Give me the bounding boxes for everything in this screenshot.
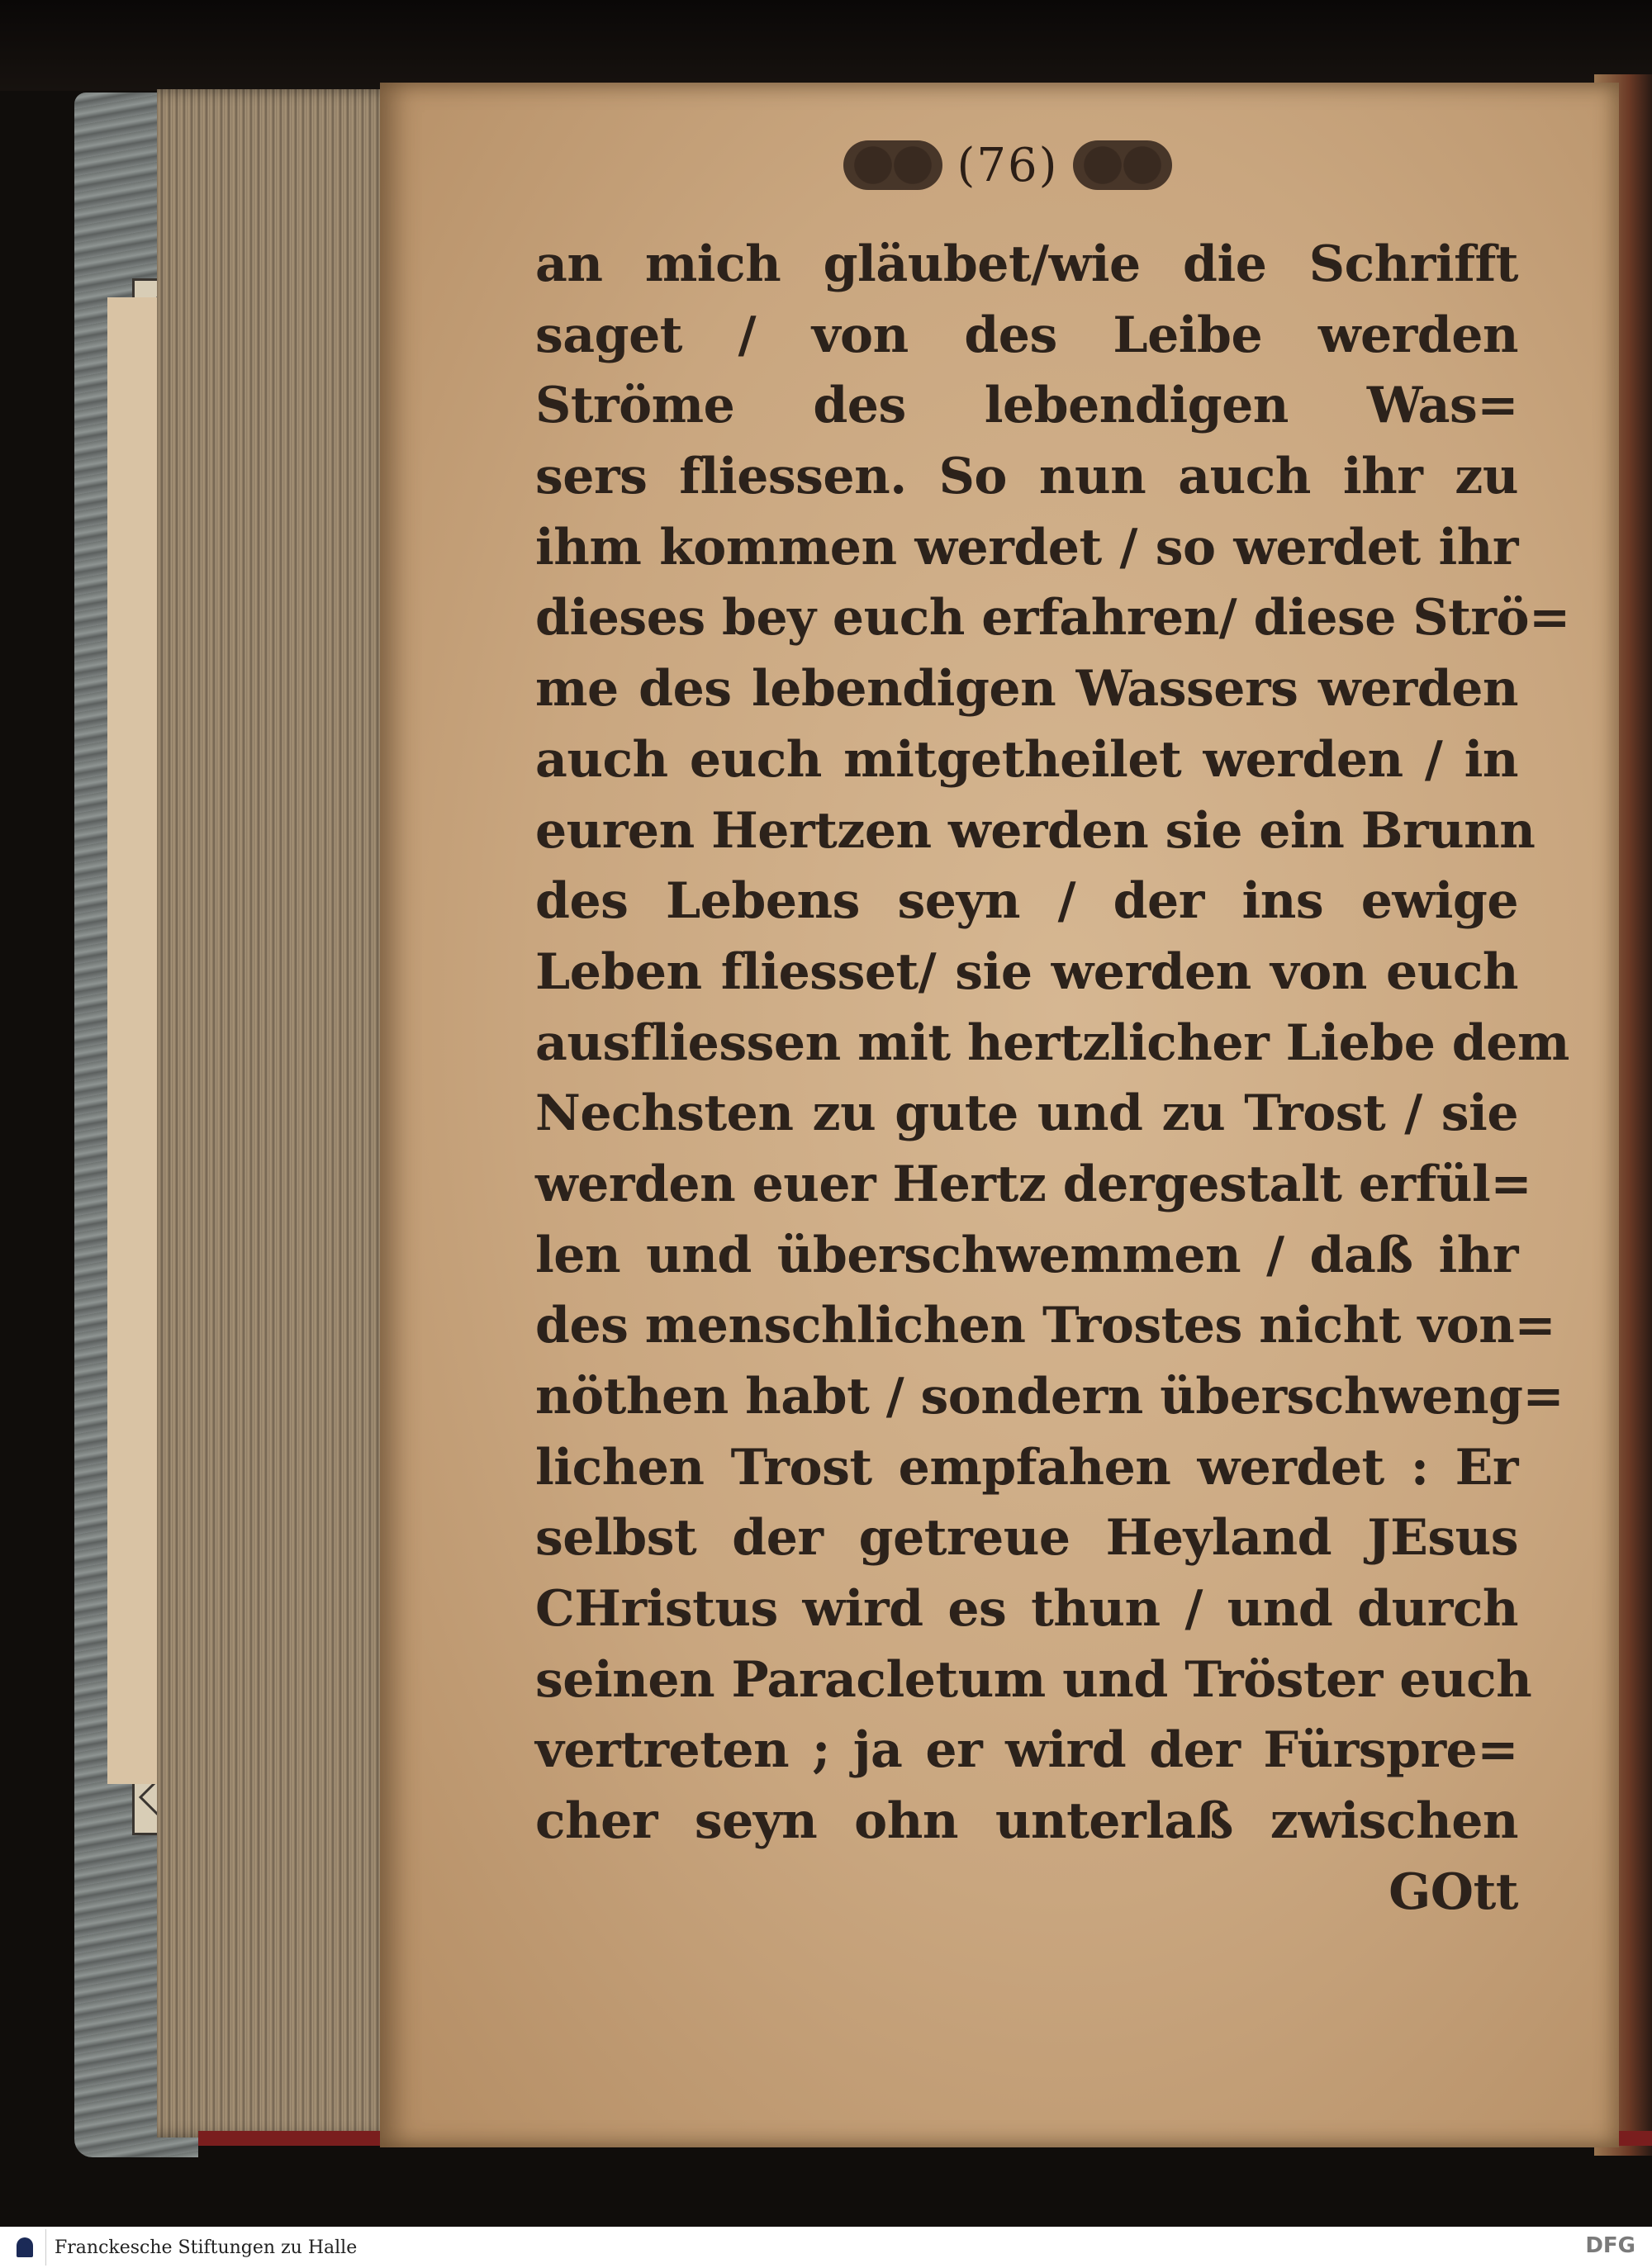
text-line: sers fliessen. So nun auch ihr zu bbox=[535, 448, 1518, 506]
text-line: vertreten ; ja er wird der Fürspre= bbox=[535, 1721, 1518, 1780]
text-line: nöthen habt / sondern überschweng= bbox=[535, 1368, 1564, 1426]
page-edges bbox=[157, 89, 396, 2138]
text-line: saget / von des Leibe werden bbox=[535, 306, 1518, 364]
text-line: lichen Trost empfahen werdet : Er bbox=[535, 1438, 1518, 1497]
footer-bar bbox=[0, 2227, 1652, 2268]
pastedown-paper bbox=[107, 297, 157, 1784]
text-line: an mich gläubet/wie die Schrifft bbox=[535, 235, 1518, 293]
text-line: Ströme des lebendigen Was= bbox=[535, 377, 1518, 435]
text-line: Nechsten zu gute und zu Trost / sie bbox=[535, 1084, 1518, 1143]
body-text bbox=[535, 230, 1570, 1929]
funder-logo: DFG bbox=[1585, 2233, 1635, 2258]
text-line: cher seyn ohn unterlaß zwischen bbox=[535, 1792, 1518, 1851]
text-line: werden euer Hertz dergestalt erfül= bbox=[535, 1155, 1532, 1213]
background bbox=[0, 0, 1652, 91]
text-line: len und überschwemmen / daß ihr bbox=[535, 1226, 1518, 1284]
page-number: (76) bbox=[957, 138, 1059, 192]
text-line: CHristus wird es thun / und durch bbox=[535, 1580, 1518, 1639]
text-line: Leben fliesset/ sie werden von euch bbox=[535, 942, 1518, 1001]
text-line: des menschlichen Trostes nicht von= bbox=[535, 1297, 1556, 1355]
text-line: me des lebendigen Wassers werden bbox=[535, 660, 1518, 719]
text-line: ihm kommen werdet / so werdet ihr bbox=[535, 518, 1518, 576]
text-line: dieses bey euch erfahren/ diese Strö= bbox=[535, 589, 1570, 648]
text-line: ausfliessen mit hertzlicher Liebe dem bbox=[535, 1013, 1569, 1072]
page-header bbox=[814, 128, 1202, 202]
catchword: GOtt bbox=[1389, 1862, 1518, 1921]
institution-logo-icon bbox=[3, 2229, 46, 2266]
text-line: auch euch mitgetheilet werden / in bbox=[535, 730, 1518, 789]
flourish-left-icon bbox=[843, 140, 942, 190]
institution-name: Franckesche Stiftungen zu Halle bbox=[55, 2237, 358, 2258]
text-line: selbst der getreue Heyland JEsus bbox=[535, 1509, 1518, 1568]
text-line: des Lebens seyn / der ins ewige bbox=[535, 872, 1518, 931]
text-line: seinen Paracletum und Tröster euch bbox=[535, 1650, 1532, 1709]
flourish-right-icon bbox=[1073, 140, 1172, 190]
text-line: euren Hertzen werden sie ein Brunn bbox=[535, 801, 1536, 860]
